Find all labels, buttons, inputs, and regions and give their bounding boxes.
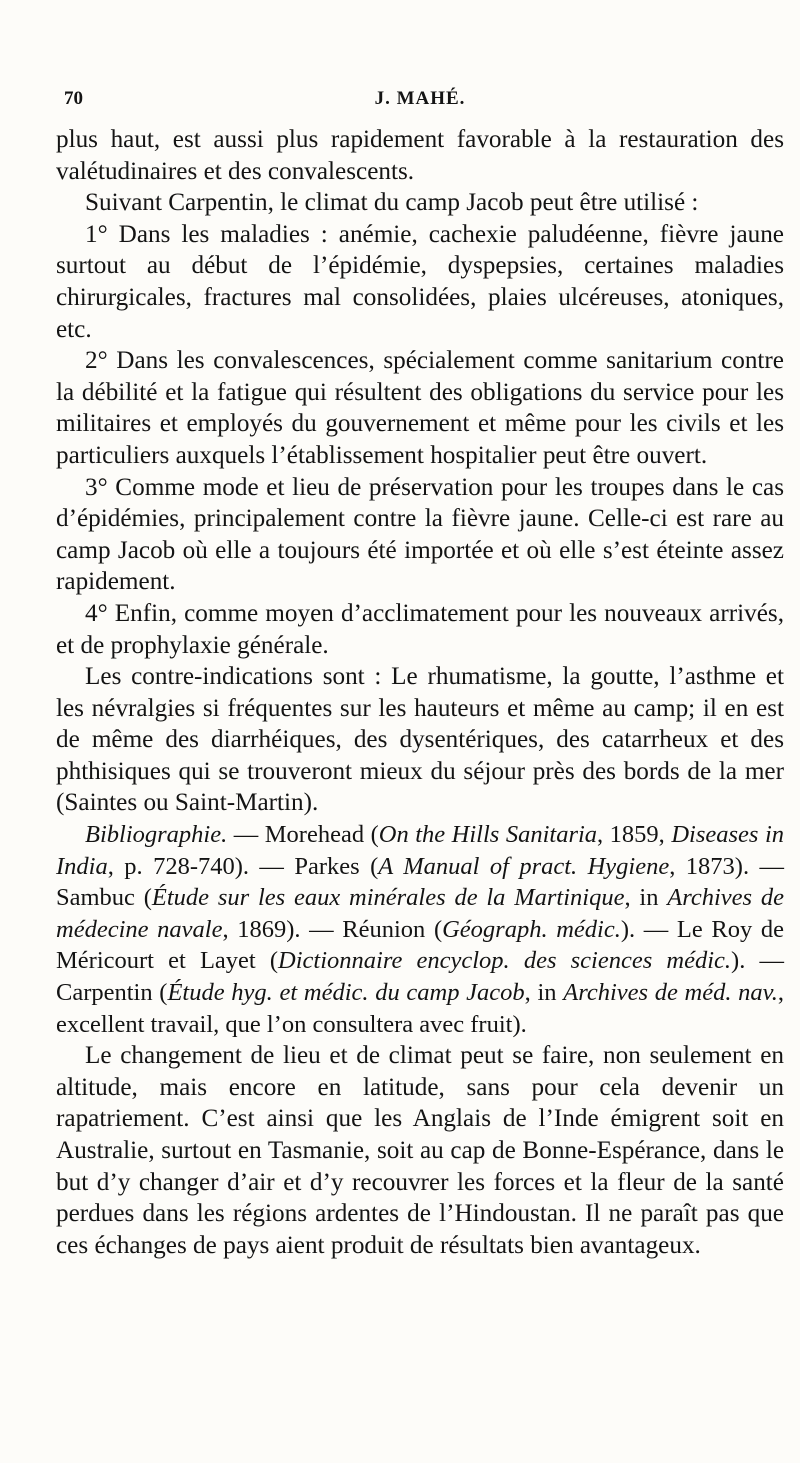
paragraph-carpentin-intro: Suivant Carpentin, le climat du camp Jacob peut être utilisé : [85,189,699,217]
bib-title: Archives de médecine navale [56,884,784,943]
bib-text: — Morehead ( [227,821,379,849]
bib-text: ). — Le Roy de Méricourt et Layet ( [56,915,785,975]
bib-title: Diseases in India [56,821,785,880]
bib-text: , excellent travail, que l’on consultera avec fruit). [56,979,784,1038]
paragraph-item-4-acclimatement: 4° Enfin, comme moyen d’acclimatement pour les nouveaux arrivés, et de prophylaxie générale. [56,599,784,659]
paragraph-item-1-maladies: 1° Dans les maladies : anémie, cachexie paludéenne, fièvre jaune surtout au début de l’épidémie, dyspepsies, certaines maladies chirurgicales, fractures mal consolidées, plaies ulcéreuses, atoniques, etc. [56,220,784,343]
bib-text: , p. 728-740). — Parkes ( [107,852,379,880]
running-head-author: J. MAHÉ. [374,88,466,109]
bib-text: , in [624,884,668,912]
book-page [56,88,784,1261]
bib-title: A Manual of pract. Hygiene [378,852,670,880]
bibliography-paragraph [56,819,784,1040]
bib-text: , 1873). — Sambuc ( [56,852,784,912]
running-head [56,88,784,118]
bib-text: ). — Carpentin ( [56,947,784,1007]
bib-title: Étude hyg. et médic. du camp Jacob [167,979,525,1007]
paragraph-contre-indications: Les contre-indications sont : Le rhumatisme, la goutte, l’asthme et les névralgies si fréquentes sur les hauteurs et même au camp; il en est de même des diarrhéiques, des dysentériques, des catarrheux et des phthisiques qui se trouveront mieux du séjour près des bords de la mer (Saintes ou Saint-Martin). [56,663,784,817]
paragraph-item-2-convalescences: 2° Dans les convalescences, spécialement comme sanitarium contre la débilité et la fatigue qui résultent des obligations du service pour les militaires et employés du gouvernement et même pour les civils et les particuliers auxquels l’établissement hospitalier peut être ouvert. [56,347,784,469]
body-text [56,124,784,1261]
bib-title: Dictionnaire encyclop. des sciences médic. [278,947,732,975]
bibliography-heading: Bibliographie. [85,821,228,849]
bib-text: , 1859, [597,821,672,849]
paragraph-changement-climat: Le changement de lieu et de climat peut se faire, non seulement en altitude, mais encore en latitude, sans pour cela devenir un rapatriement. C’est ainsi que les Anglais de l’Inde émigrent soit en Australie, surtout en Tasmanie, soit au cap de Bonne-Espérance, dans le but d’y changer d’air et d’y recouvrer les forces et la fleur de la santé perdues dans les régions ardentes de l’Hindoustan. Il ne paraît pas que ces échanges de pays aient produit de résultats bien avantageux. [56,1042,784,1259]
bib-text: , in [524,979,564,1007]
page-number: 70 [64,88,83,109]
bib-title: Géograph. médic. [442,915,621,943]
bib-title: Étude sur les eaux minérales de la Martinique [151,884,625,912]
paragraph-continuation: plus haut, est aussi plus rapidement favorable à la restauration des valétudinaires et des convalescents. [56,126,784,185]
bib-title: On the Hills Sanitaria [378,821,598,849]
paragraph-item-3-preservation: 3° Comme mode et lieu de préservation pour les troupes dans le cas d’épidémies, principalement contre la fièvre jaune. Celle-ci est rare au camp Jacob où elle a toujours été importée et où elle s’est éteinte assez rapidement. [56,473,784,596]
bib-title: Archives de méd. nav. [563,979,778,1007]
bib-text: , 1869). — Réunion ( [222,915,443,943]
